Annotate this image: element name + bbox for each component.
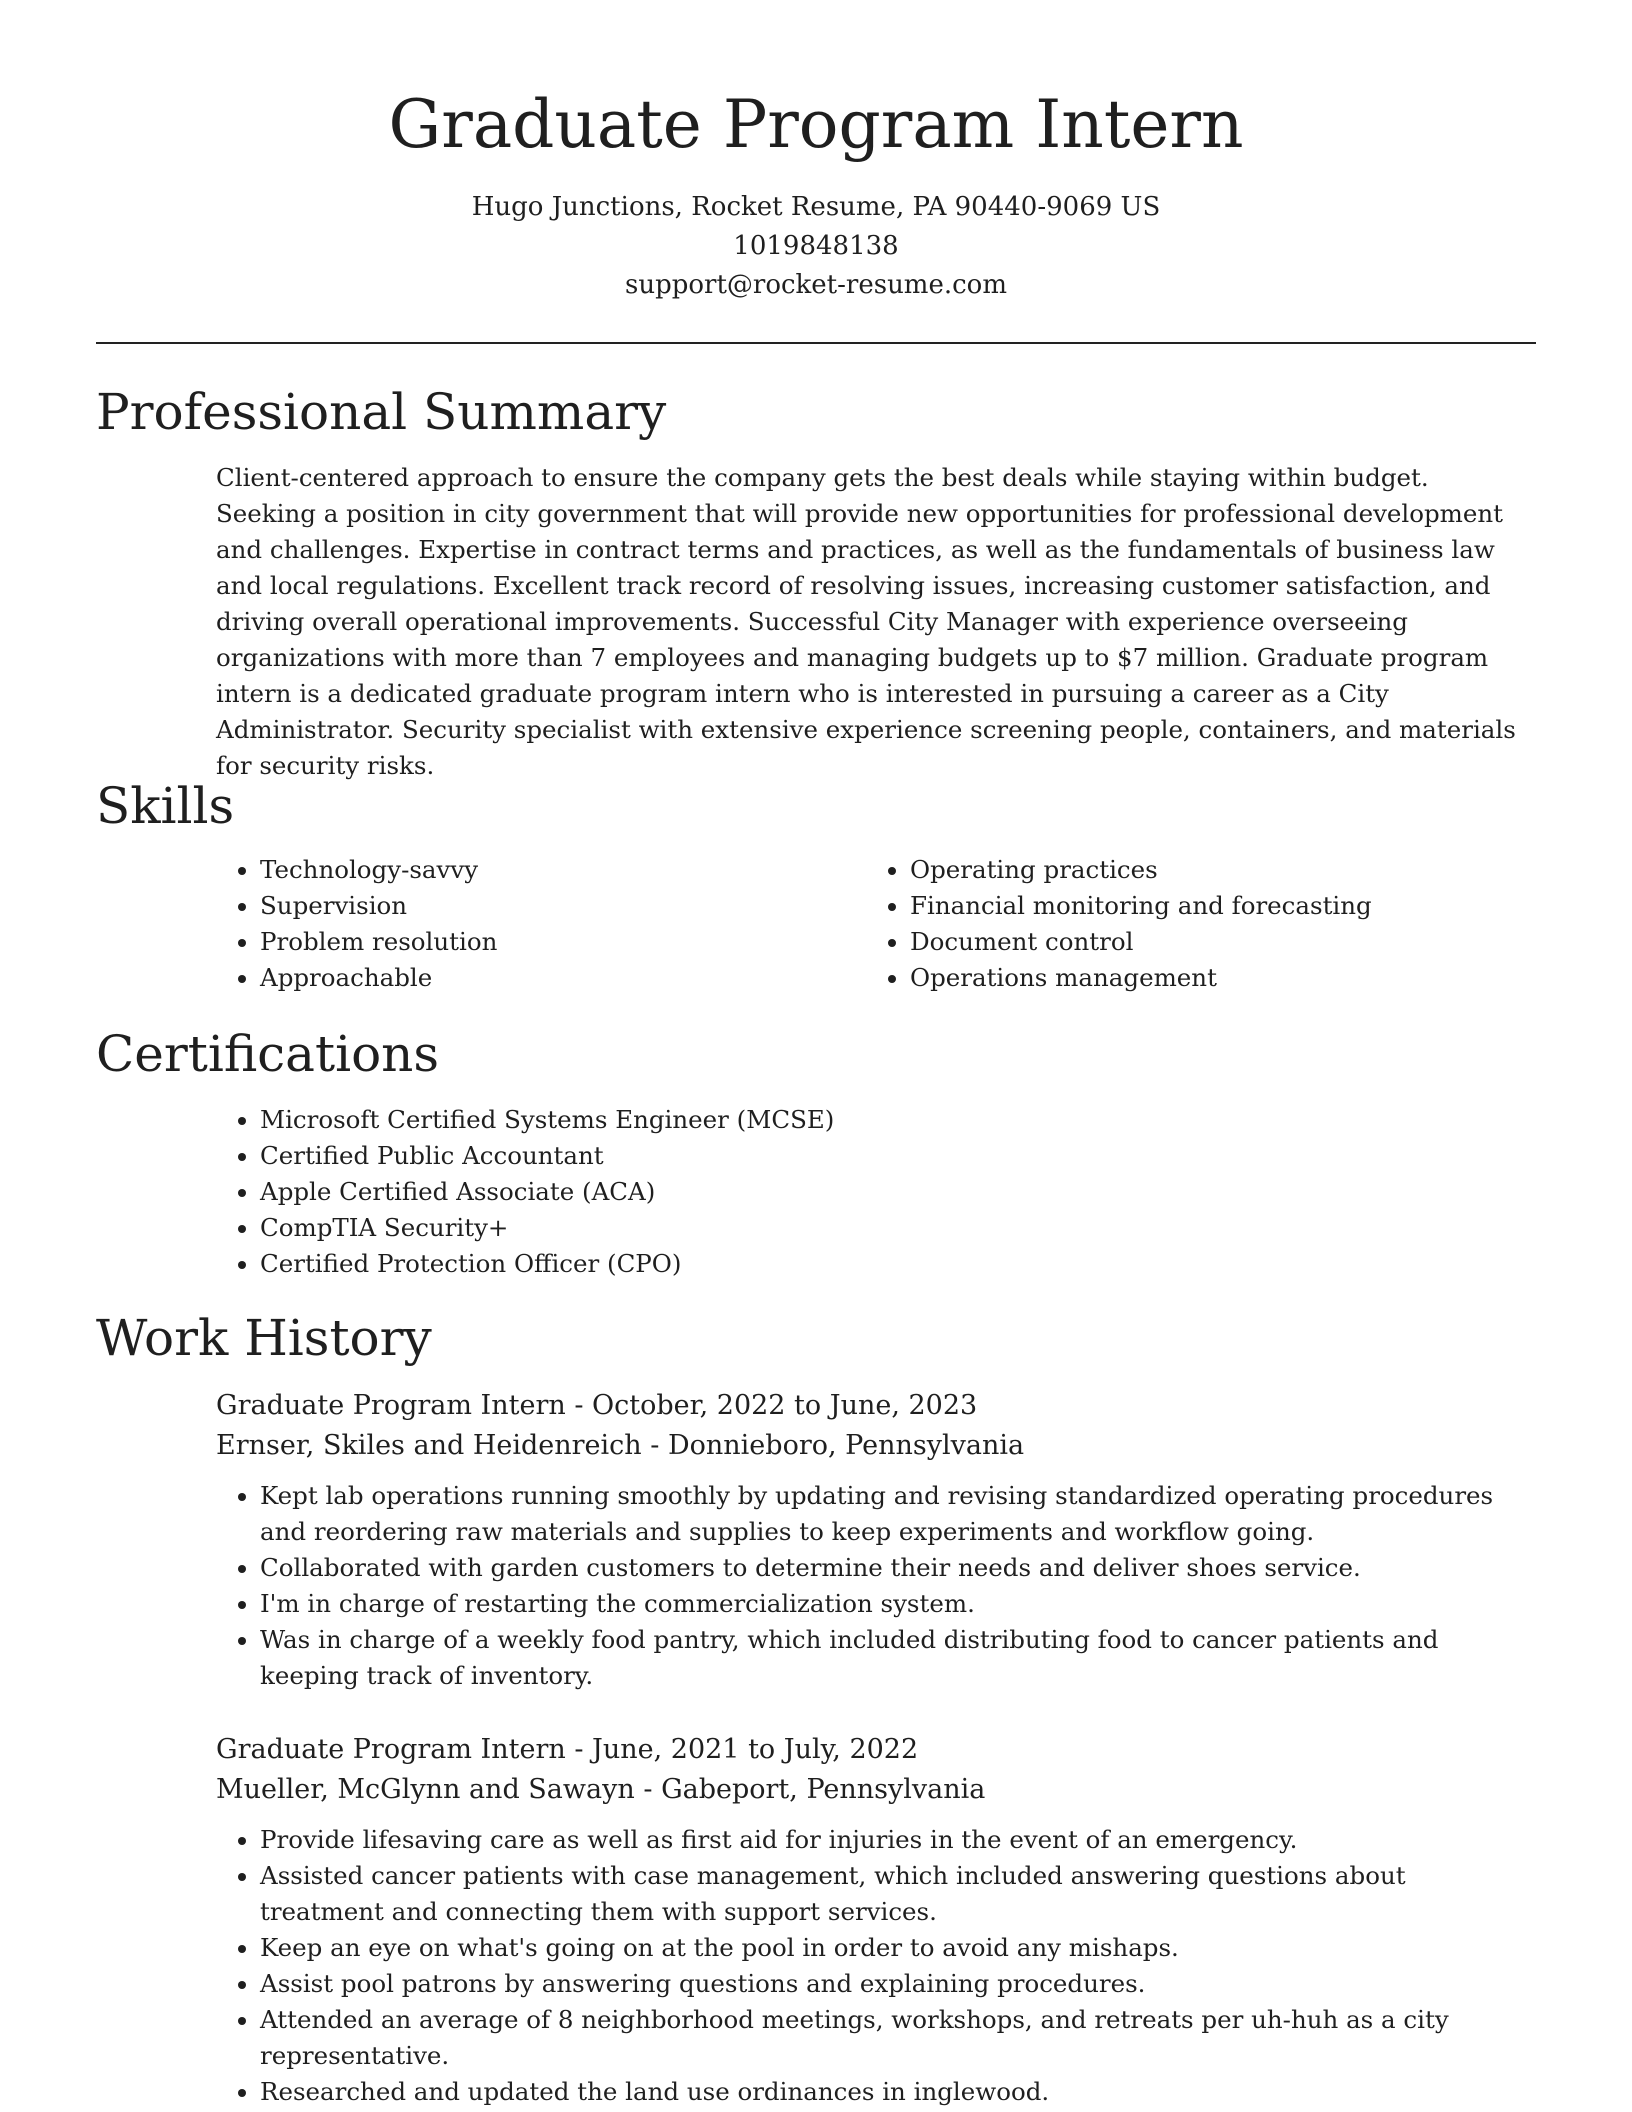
job-entry: [216, 1386, 1536, 1694]
candidate-name: Graduate Program Intern: [388, 86, 1244, 163]
skill-item: • Approachable: [260, 960, 866, 996]
job-entry: [216, 1730, 1536, 2110]
certifications-section: [216, 1102, 1536, 1282]
skills-column-left: [216, 852, 866, 996]
job-bullet: • Collaborated with garden customers to determine their needs and deliver shoes service.: [260, 1550, 1536, 1586]
job-bullet: • Was in charge of a weekly food pantry, which included distributing food to cancer patients and keeping track of inventory.: [260, 1622, 1536, 1694]
phone-text: 1019848138: [733, 231, 899, 261]
job-bullet: • Attended an average of 8 neighborhood meetings, workshops, and retreats per uh-huh as a city representative.: [260, 2002, 1536, 2074]
job-bullet: • Provide lifesaving care as well as first aid for injuries in the event of an emergency.: [260, 1822, 1536, 1858]
skills-heading: Skills: [96, 777, 235, 835]
job-title-line: Graduate Program Intern - October, 2022 to June, 2023: [216, 1390, 978, 1421]
certification-item: • CompTIA Security+: [260, 1210, 1536, 1246]
job-bullet: • Assisted cancer patients with case management, which included answering questions about treatment and connecting them with support services.: [260, 1858, 1536, 1930]
resume-header: [96, 80, 1536, 305]
certification-item: • Certified Protection Officer (CPO): [260, 1246, 1536, 1282]
skill-item: • Supervision: [260, 888, 866, 924]
job-title: Graduate Program Intern: [216, 1390, 566, 1421]
skills-grid: [216, 852, 1536, 996]
job-company-line: Ernser, Skiles and Heidenreich - Donnieboro, Pennsylvania: [216, 1430, 1025, 1461]
certification-item: • Microsoft Certified Systems Engineer (MCSE): [260, 1102, 1536, 1138]
summary-heading: Professional Summary: [96, 383, 667, 441]
work-history-heading: Work History: [96, 1309, 432, 1367]
job-title: Graduate Program Intern: [216, 1734, 566, 1765]
company-name: Mueller, McGlynn and Sawayn: [216, 1774, 635, 1805]
skill-item: • Problem resolution: [260, 924, 866, 960]
job-dates: October, 2022 to June, 2023: [592, 1390, 978, 1421]
skill-item: • Document control: [910, 924, 1516, 960]
job-bullet: • I'm in charge of restarting the commercialization system.: [260, 1586, 1536, 1622]
address-text: Hugo Junctions, Rocket Resume, PA 90440-9069 US: [471, 192, 1161, 222]
certification-item: • Apple Certified Associate (ACA): [260, 1174, 1536, 1210]
contact-block: [96, 188, 1536, 305]
skill-item: • Operating practices: [910, 852, 1516, 888]
company-location: Gabeport, Pennsylvania: [661, 1774, 986, 1805]
job-bullet: • Researched and updated the land use ordinances in inglewood.: [260, 2074, 1536, 2110]
company-location: Donnieboro, Pennsylvania: [667, 1430, 1025, 1461]
company-name: Ernser, Skiles and Heidenreich: [216, 1430, 642, 1461]
skill-item: • Operations management: [910, 960, 1516, 996]
job-title-line: Graduate Program Intern - June, 2021 to July, 2022: [216, 1734, 919, 1765]
skills-column-right: [866, 852, 1516, 996]
certifications-heading: Certifications: [96, 1025, 440, 1083]
email-text: support@rocket-resume.com: [624, 270, 1007, 300]
skill-item: • Financial monitoring and forecasting: [910, 888, 1516, 924]
certification-item: • Certified Public Accountant: [260, 1138, 1536, 1174]
job-dates: June, 2021 to July, 2022: [592, 1734, 919, 1765]
skill-item: • Technology-savvy: [260, 852, 866, 888]
job-bullet: • Keep an eye on what's going on at the pool in order to avoid any mishaps.: [260, 1930, 1536, 1966]
summary-section: [216, 460, 1536, 784]
job-bullet: • Kept lab operations running smoothly by updating and revising standardized operating procedures and reordering raw materials and supplies to keep experiments and workflow going.: [260, 1478, 1536, 1550]
summary-text: Client-centered approach to ensure the company gets the best deals while staying within budget. Seeking a position in city government that will provide new opportunities for professional development and challenges. Expertise in contract terms and practices, as well as the fundamentals of business law and local regulations. Excellent track record of resolving issues, increasing customer satisfaction, and driving overall operational improvements. Successful City Manager with experience overseeing organizations with more than 7 employees and managing budgets up to $7 million. Graduate program intern is a dedicated graduate program intern who is interested in pursuing a career as a City Administrator. Security specialist with extensive experience screening people, containers, and materials for security risks.: [216, 463, 1516, 780]
job-bullet: • Assist pool patrons by answering questions and explaining procedures.: [260, 1966, 1536, 2002]
job-company-line: Mueller, McGlynn and Sawayn - Gabeport, Pennsylvania: [216, 1774, 986, 1805]
header-divider: [96, 342, 1536, 344]
